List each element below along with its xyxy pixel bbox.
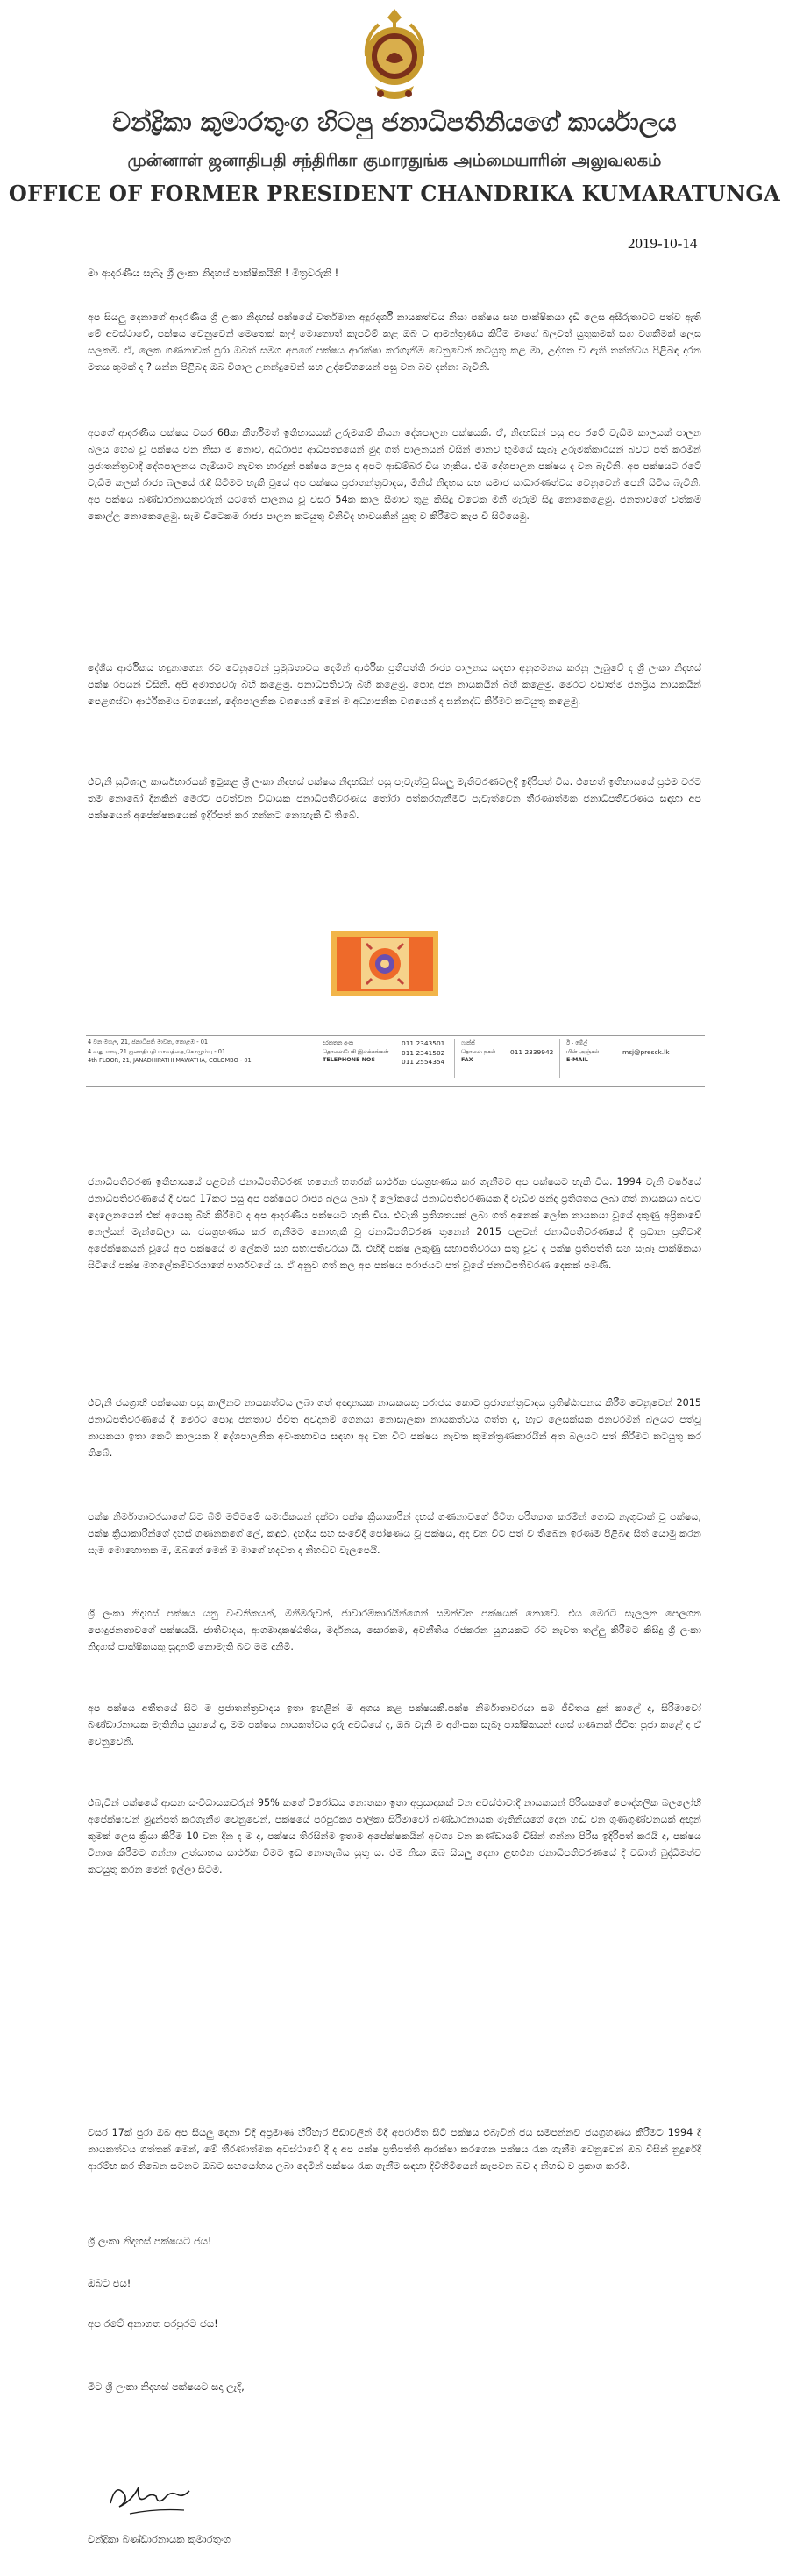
body-paragraph: අපගේ ආදරණීය පක්ෂය වසර 68ක කීර්තිමත් ඉතිහාසයක් උරුමකම් කියන දේශපාලන පක්ෂයකි. ඒ, නිදහසින් පසු අප රටේ වැඩිම කාලයක් පාලන බලය හෙබ වූ පක්ෂය වන නිසා ම නොව, අධිරාජ්‍ය ආධිපත්‍යයෙන් මුදා ගත් පාලනයන් විසින් මානව භූමියේ සැබෑ උරුමක්කාරයන් බවට පත් කරමින් ප්‍රජාතන්ත්‍රවාදී දේශපාලනය ගැමියාට නැවත භාරදුන් පක්ෂය ලෙස ද අපට ආඩම්බර විය හැකිය. එම දේශපාලන පක්ෂය ද වන බැවිනි. අප පක්ෂයට රටේ වැඩිම කලක් රාජ්‍ය බලයේ රැඳී සිටීමට හැකි වූයේ අප පක්ෂය ප්‍රජාතන්ත්‍රවාදය, මිනිස් නිදහස සහ සමාජ සාධාරණත්වය වෙනුවෙන් පෙනී සිටිය බැවිනි. අප පක්ෂය බණ්ඩාරනායකවරුන් යටතේ පාලනය වූ වසර 54ක කාල සීමාව තුළ කිසිදු විටෙක මිනී මැරුම් සිදු නොකෙළෙමු. ජනතාවගේ වත්කම් කොල්ල නොකෙළෙමු. සැම විටෙකම රාජ්‍ය පාලන කටයුතු විනිවිද භාවයකින් යුතු ව කිරීමට කැප වී සිටියෙමු. [88, 427, 701, 522]
body-paragraph: දේශීය ආර්ථිකය හඳුනාගෙන රට වෙනුවෙන් ප්‍රමුඛතාවය දෙමින් ආර්ථික ප්‍රතිපත්ති රාජ්‍ය පාලනය සඳහා අනුගමනය කරනු ලැබුවේ ද ශ්‍රී ලංකා නිදහස් පක්ෂ රජයන් විසිනි. අපි අමාත්‍යවරු බිහි කළෙමු. ජනාධිපතිවරු බිහි කළෙමු. පොදු ජන නායකයින් බිහි කළෙමු. මෙරට වඩාත්ම ජනප්‍රිය නායකයින් පෙළගස්වා ආර්ථිකමය වශයෙන්, දේශපාලනික වශයෙන් මෙන් ම අධ්‍යාපනික වශයෙන් ද සන්නද්ධ කිරීමට කටයුතු කළෙමු. [88, 662, 701, 707]
fax-number: 011 2339942 [510, 1048, 554, 1056]
body-paragraph: ජනාධිපතිවරණ ඉතිහාසයේ පළවන් ජනාධිපතිවරණ හතෙන් හතරක් සාර්ථක ජයග්‍රහණය කර ගැනීමට අප පක්ෂයට හැකි විය. 1994 වැනි වර්ෂයේ ජනාධිපතිවරණයේ දී වසර 17කට පසු අප පක්ෂයට රාජ්‍ය බලය ලබා දී ලෝකයේ ජනාධිපතිවරණයක දී වැඩිම ඡන්ද ප්‍රතිශතය ලබා ගත් නායකයා බවට දෙලෙනයෙන් එක් අයෙකු බිහි කිරීමට ද අප ආදරණීය පක්ෂයට හැකි විය. එවැනි ප්‍රතිශතයක් ලබා ගත් අනෙක් ලෝක නායකයා වූයේ දකුණු අප්‍රිකාවේ නෙල්සන් මැන්ඩෙලා ය. ජයග්‍රහණය කර ගැනීමට නොහැකි වූ ජනාධිපතිවරණ තුනෙන් 2015 පළවන් ජනාධිපතිවරණයේ දී ප්‍රධාන ප්‍රතිවාදී අපේක්ෂකයන් වූයේ අප පක්ෂයේ ම ලේකම් සහ සභාපතිවරයා යි. එහිදී පක්ෂ ලකුණු සභාපතිවරයා සතු වූව ද පක්ෂ ප්‍රතිපත්ති සහ සැබෑ පාක්ෂිකයා සිටියේ පක්ෂ මහලේකම්වරයාගේ පාර්ශවයේ ය. ඒ අනුව ගත් කල අප පක්ෂය පරාජයට පත් වූයේ ජනාධිපතිවරණ දෙකක් පමණි. [88, 1176, 701, 1271]
handwritten-signature [103, 2465, 200, 2526]
body-paragraph: අප පක්ෂය අතීතයේ සිට ම ප්‍රජාතන්ත්‍රවාදය ඉතා ඉහළින් ම අගය කළ පක්ෂයකි.පක්ෂ නිර්මාතෘවරයා සම ජීවිතය දුන් කාලේ ද, සිරිමාවෝ බණ්ඩාරනායක මැතිනිය යුගයේ ද, මම පක්ෂය නායකත්වය දැරු අවධියේ ද, ඔබ වැනි ම අහිංසක සැබෑ පාක්ෂිකයන් දහස් ගණනක් ජීවිත පූජා කළේ ද ඒ වෙනුවෙනි. [88, 1702, 701, 1747]
closing-slogan-party: ශ්‍රී ලංකා නිදහස් පක්ෂයට ජය! [88, 2235, 212, 2247]
phone-numbers [402, 1039, 444, 1067]
footer-rule-top [86, 1035, 705, 1036]
body-paragraph: අප සියලු දෙනාගේ ආදරණීය ශ්‍රී ලංකා නිදහස් පක්ෂයේ වර්තමාන අදූරදර්ශී නායකත්වය නිසා පක්ෂය සහ පාක්ෂිකයා දැඩි ලෙස අසීරුතාවට පත්ව ඇති මේ අවස්ථාවේ, පක්ෂය වෙනුවෙන් මෙතෙක් කල් මොනොත් කැපවීම් කළ ඔබ ට ආමන්ත්‍රණය කිරීම මාගේ බලවත් යුතුකමක් සහ වගකීමක් ලෙස සලකමි. ඒ, ලෙක ගණනාවක් පුරා ඔබත් සමග අපගේ පක්ෂය ආරක්ෂා කරගැනීම වෙනුවෙන් කටයුතු කළ මා, උද්ගත වී ඇති තත්ත්වය පිළිබඳ දරන මතය කුමක් ද ? යන්න පිළිබඳ ඔබ විශාල උනන්දුවෙන් සහ උද්වේගයෙන් පසු වන බව දන්නා බැවිනි. [88, 311, 701, 373]
address-sinhala: 4 වන මහල, 21, ජනාධිපති මාවත, කොළඹ - 01 [88, 1038, 209, 1045]
body-paragraph: එවැනි සුවිශාල කාර්යභාරයක් ඉටුකළ ශ්‍රී ලංකා නිදහස් පක්ෂය නිදහසින් පසු පැවැත්වූ සියලු මැතිවරණවලදී ඉදිරිපත් විය. එහෙත් ඉතිහාසයේ ප්‍රථම වරට තම නොබෝ දිනකින් මෙරට පවත්වන විධායක ජනාධිපතිවරණය තෝරා පත්කරගැනීමට පැවැත්වෙන තීරණාත්මක ජනාධිපතිවරණය සඳහා අප පක්ෂයෙන් අපේක්ෂකයෙක් ඉදිරිපත් කර ගන්නට නොහැකි වී තිබේ. [88, 776, 701, 821]
closing-slogan-you: ඔබට ජය! [88, 2277, 132, 2289]
office-title-sinhala: චන්ද්‍රිකා කුමාරතුංග හිටපු ජනාධිපතිනියගේ කාර්යාලය [112, 107, 677, 137]
contact-footer [86, 1038, 705, 1083]
footer-divider [559, 1039, 560, 1078]
address-english: 4th FLOOR, 21, JANADHIPATHI MAWATHA, COLOMBO - 01 [88, 1057, 252, 1064]
body-paragraph: වසර 17ක් පුරා ඔබ අප සියලු දෙනා විදි අප්‍රමාණ හිරිහැර පීඩාවලින් මිදී අපරාජිත සිටි පක්ෂය එබැවින් ජය සමපන්නව ජයග්‍රහණය කිරීමට 1994 දී නායකත්වය ගත්තක් මෙන්, මේ තීරණාත්මක අවස්ථාවේ දී ද අප පක්ෂ ප්‍රතිපත්ති ආරක්ෂා කරගෙන පක්ෂය රැක ගැනීම වෙනුවෙන් ඔබ විසින් නුදුරේදී ආරම්භ කර තිබෙන සටනට ඔබට සහයෝගය ලබා දෙමින් පක්ෂය රැක ගැනීම සඳහා දිවිහිමියෙන් කැපවන බව ද නිහඬ ව ප්‍රකාශ කරමි. [88, 2127, 701, 2172]
letter-date: 2019-10-14 [628, 235, 698, 252]
phone-2: 011 2341502 [402, 1048, 445, 1057]
closing-slogan-future: අප රටේ අනාගත පරපුරට ජය! [88, 2317, 218, 2330]
state-emblem-icon [361, 5, 428, 103]
body-paragraph: එවැනි ජයග්‍රාහී පක්ෂයක පසු කාලීනව නායකත්වය ලබා ගත් අඥානයක නායකයකු පරාජය කොට ප්‍රජාතන්ත්‍රවාදය ප්‍රතිෂ්ඨාපනය කිරීම වෙනුවෙන් 2015 ජනාධිපතිවරණයේ දී මෙරට පොදු ජනතාව ජීවිත අවදානම් ගෙනයා නොසැලකා නායකත්වය ගත්ත ද, හැට ලෙසක්සක ජනවරමින් බලයට පත්වූ නායකයා ඉතා කෙටි කාලයක දී දේශපාලනික අවංකභාවය සඳහා අද වන විට පක්ෂය නැවත කුමන්ත්‍රණකාරයින් අත බලයට පත් කිරීමට කටයුතු කර තිබේ. [88, 1397, 701, 1459]
fax-label: ෆැක්ස් தொலை நகல் FAX [461, 1039, 496, 1063]
office-title-tamil: முன்னாள் ஜனாதிபதி சந்திரிகா குமாரதுங்க அம்மையாரின் அலுவலகம் [127, 151, 662, 170]
footer-rule-bottom [86, 1086, 705, 1087]
office-title-english: OFFICE OF FORMER PRESIDENT CHANDRIKA KUMARATUNGA [8, 181, 781, 206]
body-paragraph: ශ්‍රී ලංකා නිදහස් පක්ෂය යනු වංචනිකයන්, මිනීමරුවන්, ජාවාරම්කාරයින්ගෙන් සමන්විත පක්ෂයක් නොවේ. එය මෙරට සැලලන පෙලගන පොදුජනතාවගේ පක්ෂයයි. ජාතිවාදය, ආගමාදාකෂ්ඨතිය, මර්දනය, සොරකම, අවනීතිය රජකරන යුගයකට රට නැවත තල්ලු කිරීමට කිසිදු ශ්‍රී ලංකා නිදහස් පාක්ෂිකයකු සූදානම් නොමැති බව මම දනිමි. [88, 1608, 701, 1652]
phone-label: දුරකතන අංක தொலைபேசி இலக்கங்கள் TELEPHONE NOS [323, 1039, 389, 1063]
sign-off: මීට ශ්‍රී ලංකා නිදහස් පක්ෂයට සදා ලැදි, [88, 2380, 245, 2393]
email-label: ඊ - මේල් மின் அஞ்சல் E-MAIL [566, 1039, 600, 1063]
body-paragraph: එබැවින් පක්ෂයේ ආසන සංවිධායකවරුන් 95% කගේ විරෝධය නොතකා ඉතා අප්‍රසාදාකක් වන අවස්ථාවාදී නායකයන් පිරිසකගේ පෞද්ගලික බලලෝභී අපේක්ෂාවන් මුදුන්පත් කරගැනීම වෙනුවෙන්, පක්ෂයේ පරපුරක්‍ය පාලිකා සිරිමාවෝ බණ්ඩාරනායක මැතිනියගේ දෙන හඬ වන ගුණගුණ්වනයක් අභුන් කුමක් ලෙස ක්‍රියා කිරීම 10 වන දින ද ම ද, පක්ෂය තිරසින්ම ඉතාම අපේක්ෂකයින් අවශ්‍ය වන කණ්ඩායම් විසින් ගන්නා පිරිස ඉදිරිපත් කරයි ද, පක්ෂය විනාශ කිරීමට ගන්නා උත්සාහය සාර්ථක වීමට ඉඩ නොතැබිය යුතු ය. එම නිසා ඔබ සියලු දෙනා ළඟඑන ජනාධිපතිවරණයේ දී වඩාත් බුද්ධිමත්ව කටයුතු කරන මෙන් ඉල්ලා සිටිමි. [88, 1797, 701, 1875]
footer-divider [454, 1039, 455, 1078]
address-tamil: 4 வது மாடி,21 ஜனாதிபதி மாவத்தை,கொழும்பு - 01 [88, 1047, 226, 1055]
salutation: මා ආදරණීය සැබෑ ශ්‍රී ලංකා නිදහස් පාක්ෂිකයිනි ! මිත්‍රවරුනි ! [88, 267, 339, 279]
footer-address [88, 1038, 252, 1066]
phone-1: 011 2343501 [402, 1039, 445, 1047]
phone-3: 011 2554354 [402, 1058, 445, 1066]
party-flag-icon [331, 931, 438, 996]
email-address[interactable]: msj@presck.lk [622, 1048, 670, 1056]
body-paragraph: පක්ෂ නිර්මාතෘවරයාගේ සිට බිම් මට්ටමේ සමාජිකයන් දක්වා පක්ෂ ක්‍රියාකාරින් දහස් ගණනාවගේ ජීවිත පරිත්‍යාග කරමින් ගොඩ නැගුවාක් වූ පක්ෂය, පක්ෂ ක්‍රියාකාරීන්ගේ දහස් ගණනකගේ ලේ, කඳුළු, දහදිය සහ සංවේදී පෝෂණය වූ පක්ෂය, අද වන විට පත් ව තිබෙන ඉරණම පිළිබඳ සිත් යොමු කරන සැම මොහොතක ම, ඔබගේ මෙන් ම මාගේ හදවත ද නිහඬව වැලපෙයි. [88, 1511, 701, 1556]
signer-name: චන්ද්‍රිකා බණ්ඩාරනායක කුමාරතුංග [88, 2533, 231, 2545]
